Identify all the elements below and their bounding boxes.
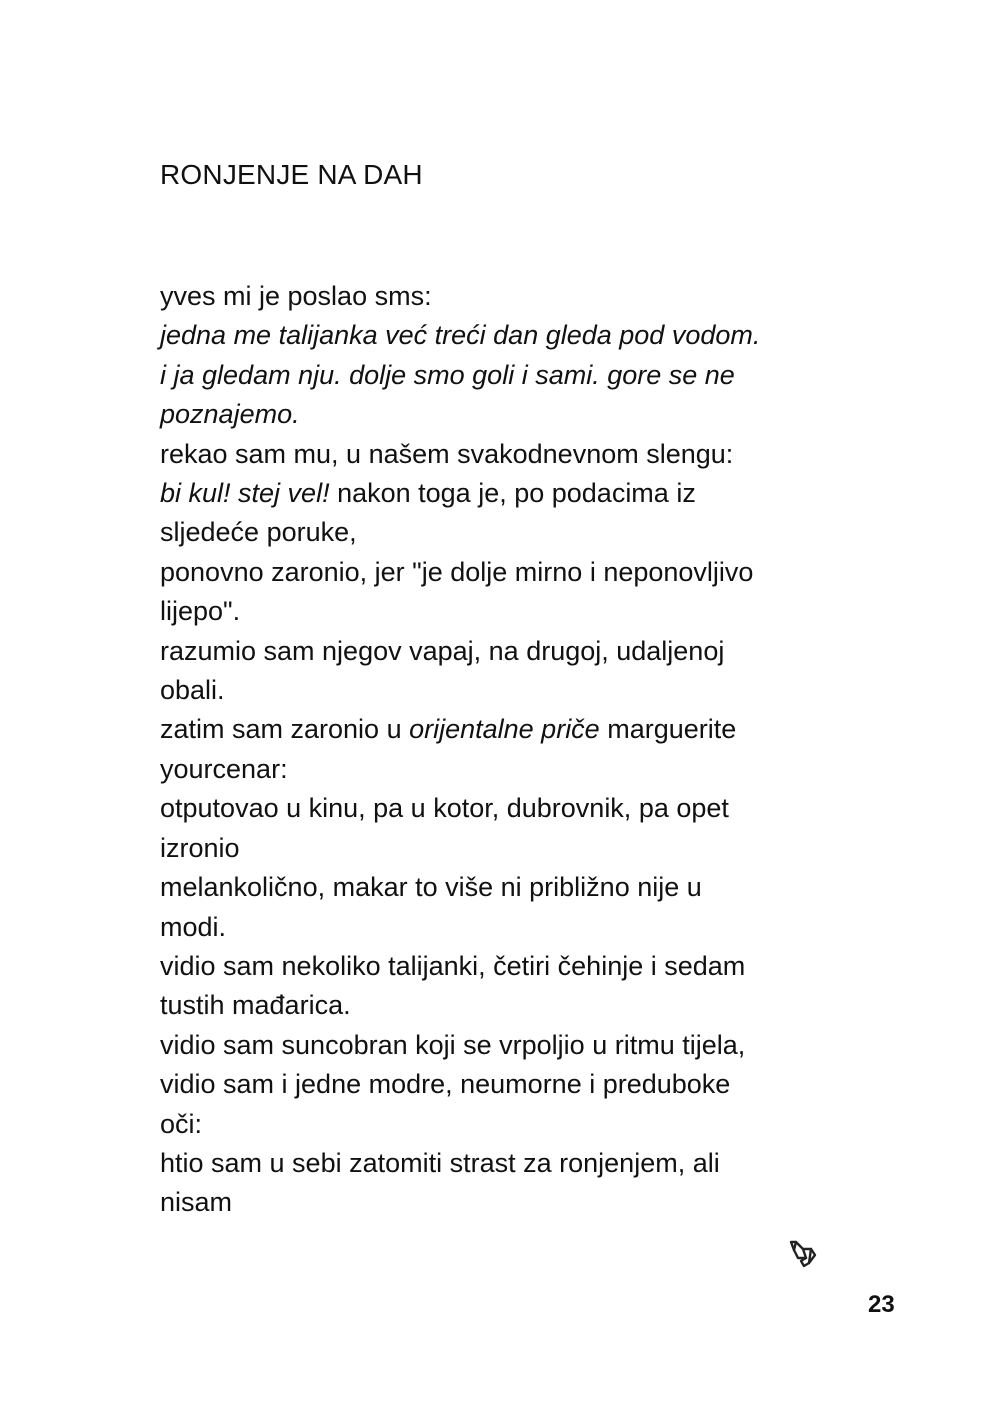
poem-line: [160, 395, 860, 434]
line-text: vidio sam suncobran koji se vrpoljio u ritmu tijela,: [160, 1029, 746, 1060]
line-text: nisam: [160, 1187, 233, 1218]
poem-line: [160, 1144, 860, 1183]
line-text: yves mi je poslao sms:: [160, 281, 432, 311]
poem-line: [160, 1183, 860, 1222]
poem-line: [160, 986, 860, 1025]
italic-text: jedna me talijanka već treći dan gleda pod vodom.: [160, 320, 761, 351]
line-text: htio sam u sebi zatomiti strast za ronjenjem, ali: [160, 1147, 720, 1178]
page-number: 23: [868, 1291, 895, 1318]
line-text: zatim sam zaronio u: [160, 714, 410, 745]
poem-line: [160, 829, 860, 868]
poem-title: RONJENJE NA DAH: [160, 159, 423, 190]
poem-line: [160, 750, 860, 789]
line-text: nakon toga je, po podacima iz: [329, 478, 696, 509]
poem-line: [160, 474, 860, 513]
poem-line: [160, 632, 860, 671]
poem-line: [160, 710, 860, 749]
line-text: vidio sam i jedne modre, neumorne i preduboke: [160, 1069, 731, 1100]
line-text: marguerite: [599, 714, 737, 745]
poem-line: [160, 868, 860, 907]
line-text: razumio sam njegov vapaj, na drugoj, udaljenoj: [160, 635, 725, 666]
italic-text: orijentalne priče: [409, 714, 600, 745]
poem-line: [160, 671, 860, 710]
poem-line: [160, 592, 860, 631]
poem-line: [160, 947, 860, 986]
poem-line: [160, 789, 860, 828]
poem-line: [160, 1105, 860, 1144]
line-text: lijepo".: [160, 596, 241, 627]
poem-line: [160, 316, 860, 355]
line-text: oči:: [160, 1108, 203, 1139]
line-text: izronio: [160, 832, 240, 863]
italic-text: i ja gledam nju. dolje smo goli i sami. gore se ne: [160, 359, 735, 390]
line-text: otputovao u kinu, pa u kotor, dubrovnik, pa opet: [160, 793, 729, 824]
line-text: tustih mađarica.: [160, 990, 351, 1021]
poem-body: [160, 277, 860, 1223]
continue-arrow-icon: [784, 1236, 820, 1272]
poem-line: [160, 1026, 860, 1065]
line-text: yourcenar:: [160, 753, 288, 784]
line-text: ponovno zaronio, jer "je dolje mirno i neponovljivo: [160, 556, 754, 587]
line-text: modi.: [160, 911, 227, 942]
line-text: sljedeće poruke,: [160, 517, 357, 548]
line-text: melankolično, makar to više ni približno nije u: [160, 872, 702, 903]
line-text: vidio sam nekoliko talijanki, četiri čehinje i sedam: [160, 950, 746, 981]
poem-line: [160, 553, 860, 592]
italic-text: poznajemo.: [160, 399, 300, 430]
poem-line: [160, 435, 860, 474]
line-text: obali.: [160, 675, 225, 706]
italic-text: bi kul! stej vel!: [160, 478, 330, 509]
poem-line: [160, 513, 860, 552]
poem-line: [160, 908, 860, 947]
poem-line: [160, 277, 860, 316]
line-text: rekao sam mu, u našem svakodnevnom slengu:: [160, 438, 734, 469]
poem-line: [160, 1065, 860, 1104]
poem-line: [160, 356, 860, 395]
